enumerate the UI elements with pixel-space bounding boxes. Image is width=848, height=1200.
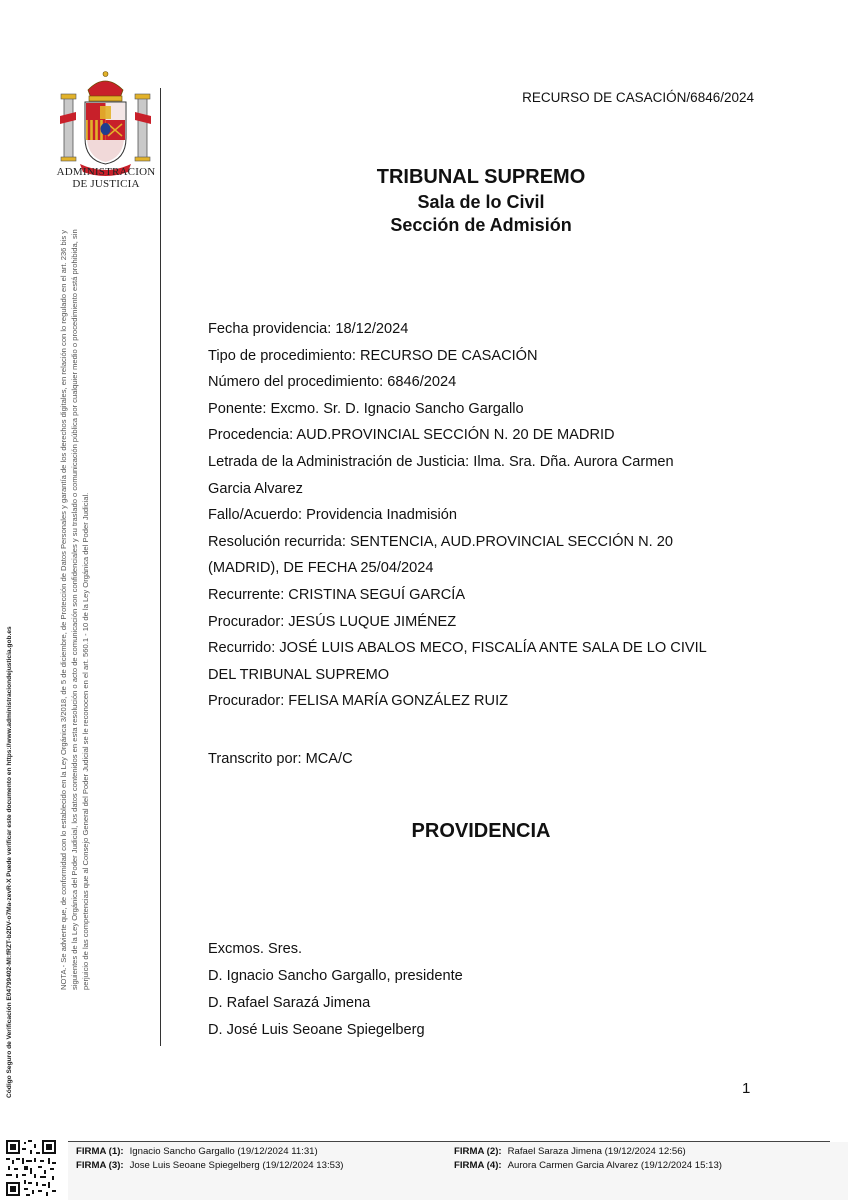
signature-value: Rafael Saraza Jimena (19/12/2024 12:56) — [507, 1146, 686, 1157]
member-line: D. Ignacio Sancho Gargallo, presidente — [208, 968, 463, 984]
field-line: DEL TRIBUNAL SUPREMO — [208, 666, 390, 683]
field-line: Procedencia: AUD.PROVINCIAL SECCIÓN N. 20 DE MADRID — [208, 427, 615, 444]
coat-of-arms-icon — [58, 68, 153, 180]
document-heading: PROVIDENCIA — [411, 820, 551, 842]
member-line: Excmos. Sres. — [208, 941, 303, 957]
court-name: TRIBUNAL SUPREMO — [376, 166, 586, 188]
signature-label: FIRMA (3): — [76, 1160, 124, 1171]
signature-value: Jose Luis Seoane Spiegelberg (19/12/2024 13:53) — [129, 1160, 344, 1171]
vertical-divider — [160, 88, 161, 1046]
field-line: Número del procedimiento: 6846/2024 — [208, 374, 457, 391]
page-number: 1 — [742, 1080, 751, 1097]
field-line: Fecha providencia: 18/12/2024 — [208, 321, 409, 337]
signature-2 — [454, 1146, 686, 1157]
field-line: Tipo de procedimiento: RECURSO DE CASACIÓN — [208, 347, 538, 364]
field-line: Garcia Alvarez — [208, 480, 303, 497]
case-details — [208, 316, 768, 715]
field-line: Procurador: JESÚS LUQUE JIMÉNEZ — [208, 613, 457, 630]
signature-value: Aurora Carmen Garcia Alvarez (19/12/2024 15:13) — [507, 1160, 722, 1171]
field-line: Resolución recurrida: SENTENCIA, AUD.PROVINCIAL SECCIÓN N. 20 — [208, 533, 673, 550]
qr-code-icon[interactable] — [6, 1140, 56, 1196]
court-members — [208, 936, 463, 1044]
signature-4 — [454, 1160, 722, 1171]
signature-value: Ignacio Sancho Gargallo (19/12/2024 11:31) — [129, 1146, 318, 1157]
privacy-note-text: NOTA.- Se advierte que, de conformidad con lo establecido en la Ley Orgánica 3/2018, de 5 de diciembre, de Protección de Datos Personales y garantía de los derechos digitales, en relación con lo regulado en el art. 236 bis y siguientes de la Ley Orgánica del Poder Judicial, los datos contenidos en esta resolución o acto de comunicación son confidenciales y su traslado o comunicación pública por cualquier medio o procedimiento está prohibida, sin perjuicio de las competencias que al Consejo General del Poder Judicial se le reconocen en el art. 560.1 - 10 de la Ley Orgánica del Poder Judicial. — [59, 229, 90, 990]
signature-divider — [68, 1141, 830, 1142]
member-line: D. José Luis Seoane Spiegelberg — [208, 1022, 425, 1038]
transcribed-by: Transcrito por: MCA/C — [208, 751, 353, 767]
logo-caption-line2: DE JUSTICIA — [72, 178, 140, 190]
chamber-name: Sala de lo Civil — [417, 192, 545, 212]
field-line: Procurador: FELISA MARÍA GONZÁLEZ RUIZ — [208, 693, 509, 710]
verification-code-text: Código Seguro de Verificación E04799402-MI:fRZT-b2DV-o7Ma-zevR-X Puede verificar este documento en https://www.administraciondejusticia.gob.es — [6, 626, 13, 1098]
case-reference: RECURSO DE CASACIÓN/6846/2024 — [522, 90, 754, 105]
signature-label: FIRMA (2): — [454, 1146, 502, 1157]
field-line: Recurrido: JOSÉ LUIS ABALOS MECO, FISCALÍA ANTE SALA DE LO CIVIL — [208, 640, 707, 657]
field-line: Recurrente: CRISTINA SEGUÍ GARCÍA — [208, 586, 466, 603]
logo-caption — [52, 166, 160, 190]
signature-label: FIRMA (1): — [76, 1146, 124, 1157]
field-line: Letrada de la Administración de Justicia: Ilma. Sra. Dña. Aurora Carmen — [208, 453, 674, 470]
signature-1 — [76, 1146, 318, 1157]
section-name: Sección de Admisión — [390, 215, 572, 235]
field-line: Ponente: Excmo. Sr. D. Ignacio Sancho Gargallo — [208, 400, 524, 417]
field-line: Fallo/Acuerdo: Providencia Inadmisión — [208, 507, 458, 524]
member-line: D. Rafael Sarazá Jimena — [208, 995, 371, 1011]
logo-caption-line1: ADMINISTRACION — [56, 166, 156, 178]
signature-3 — [76, 1160, 344, 1171]
signature-label: FIRMA (4): — [454, 1160, 502, 1171]
field-line: (MADRID), DE FECHA 25/04/2024 — [208, 560, 434, 577]
